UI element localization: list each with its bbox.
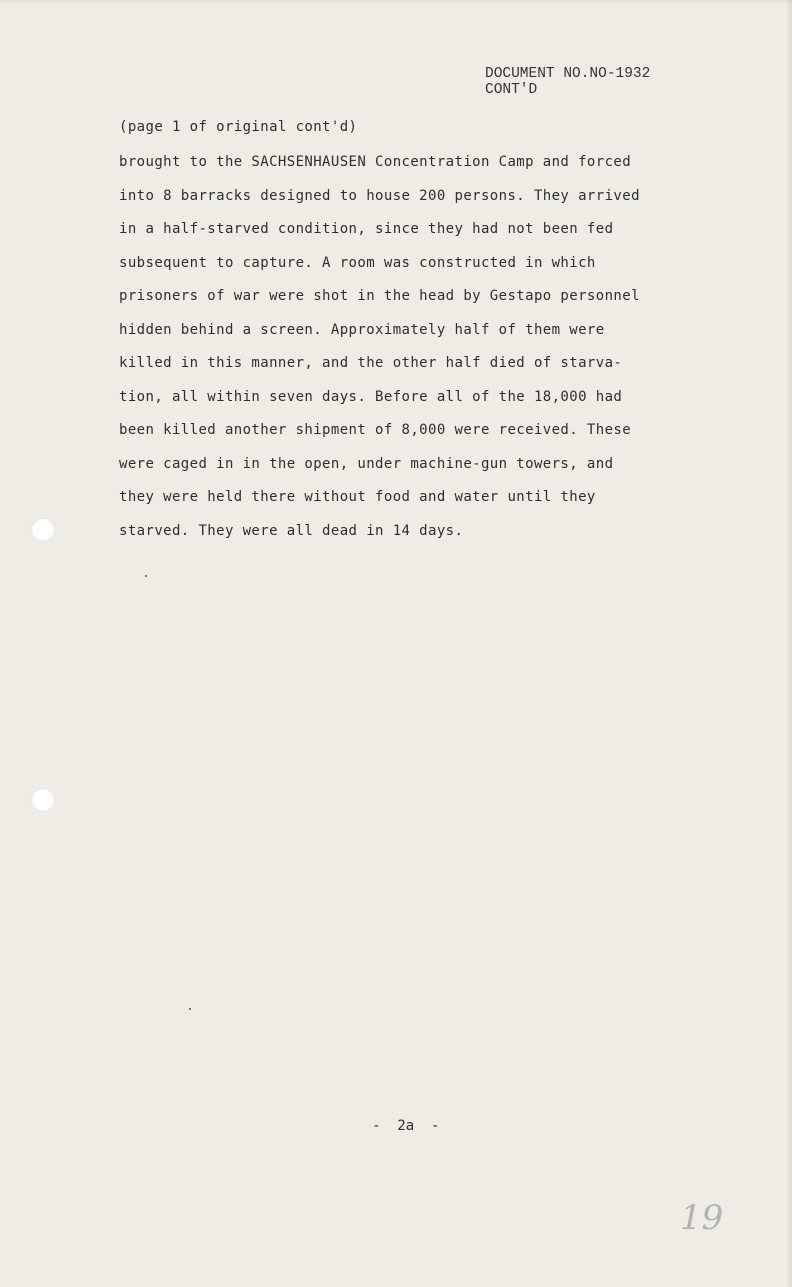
body-line: been killed another shipment of 8,000 were received. These: [119, 422, 632, 438]
body-line: were caged in in the open, under machine-gun towers, and: [119, 455, 614, 472]
body-line: starved. They were all dead in 14 days.: [119, 522, 464, 539]
paper-speck: [189, 1008, 191, 1010]
page-note: (page 1 of original cont'd): [119, 119, 358, 135]
body-text: [119, 152, 640, 554]
body-line: killed in this manner, and the other half died of starva-: [119, 355, 623, 371]
body-line: brought to the SACHSENHAUSEN Concentration Camp and forced: [119, 154, 632, 170]
paper-speck: [145, 575, 147, 577]
document-header: [485, 66, 650, 98]
punch-hole-top: [31, 518, 55, 542]
document-number: DOCUMENT NO.NO-1932: [485, 66, 651, 82]
body-line: subsequent to capture. A room was constructed in which: [119, 254, 596, 271]
punch-hole-bottom: [31, 788, 55, 812]
body-line: they were held there without food and water until they: [119, 489, 596, 505]
body-line: in a half-starved condition, since they had not been fed: [119, 221, 614, 237]
body-line: into 8 barracks designed to house 200 persons. They arrived: [119, 187, 640, 204]
archive-number: 19: [680, 1198, 724, 1238]
body-line: hidden behind a screen. Approximately half of them were: [119, 321, 605, 338]
body-line: tion, all within seven days. Before all of the 18,000 had: [119, 388, 623, 405]
body-line: prisoners of war were shot in the head by Gestapo personnel: [119, 288, 640, 304]
page-number: - 2a -: [372, 1118, 440, 1134]
continued-label: CONT'D: [485, 82, 538, 98]
